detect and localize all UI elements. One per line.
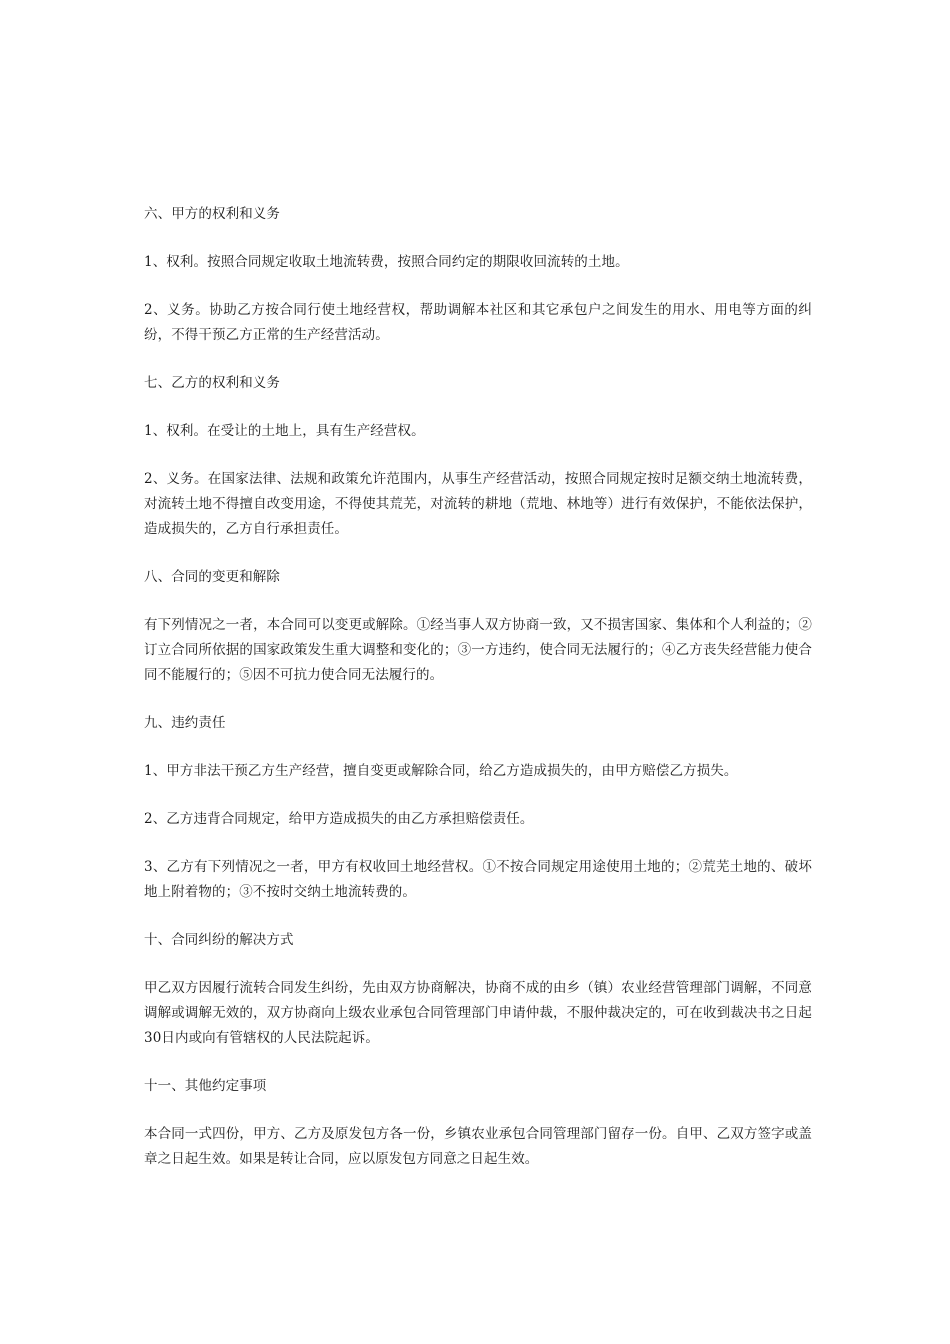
section-heading: 八、合同的变更和解除: [144, 569, 280, 585]
section-heading: 六、甲方的权利和义务: [144, 206, 280, 222]
paragraph: 2、义务。在国家法律、法规和政策允许范围内，从事生产经营活动，按照合同规定按时足额交纳土地流转费，对流转土地不得擅自改变用途，不得使其荒芜，对流转的耕地（荒地、林地等）进行有效保护，不能依法保护，造成损失的，乙方自行承担责任。: [144, 471, 812, 537]
paragraph: 甲乙双方因履行流转合同发生纠纷，先由双方协商解决，协商不成的由乡（镇）农业经营管理部门调解，不同意调解或调解无效的，双方协商向上级农业承包合同管理部门申请仲裁，不服仲裁决定的，可在收到裁决书之日起30日内或向有管辖权的人民法院起诉。: [144, 980, 812, 1046]
paragraph: 3、乙方有下列情况之一者，甲方有权收回土地经营权。①不按合同规定用途使用土地的；②荒芜土地的、破坏地上附着物的；③不按时交纳土地流转费的。: [144, 859, 812, 900]
paragraph: 本合同一式四份，甲方、乙方及原发包方各一份，乡镇农业承包合同管理部门留存一份。自甲、乙双方签字或盖章之日起生效。如果是转让合同，应以原发包方同意之日起生效。: [144, 1126, 812, 1167]
paragraph: 2、乙方违背合同规定，给甲方造成损失的由乙方承担赔偿责任。: [144, 811, 534, 827]
section-heading: 十、合同纠纷的解决方式: [144, 932, 294, 948]
document-body: [144, 202, 812, 1195]
paragraph: 1、甲方非法干预乙方生产经营，擅自变更或解除合同，给乙方造成损失的，由甲方赔偿乙方损失。: [144, 763, 738, 779]
section-heading: 九、违约责任: [144, 715, 226, 731]
paragraph: 2、义务。协助乙方按合同行使土地经营权，帮助调解本社区和其它承包户之间发生的用水、用电等方面的纠纷，不得干预乙方正常的生产经营活动。: [144, 302, 812, 343]
paragraph: 1、权利。在受让的土地上，具有生产经营权。: [144, 423, 425, 439]
paragraph: 1、权利。按照合同规定收取土地流转费，按照合同约定的期限收回流转的土地。: [144, 254, 629, 270]
paragraph: 有下列情况之一者，本合同可以变更或解除。①经当事人双方协商一致，又不损害国家、集体和个人利益的；②订立合同所依据的国家政策发生重大调整和变化的；③一方违约，使合同无法履行的；④乙方丧失经营能力使合同不能履行的；⑤因不可抗力使合同无法履行的。: [144, 617, 812, 683]
section-heading: 七、乙方的权利和义务: [144, 375, 280, 391]
section-heading: 十一、其他约定事项: [144, 1078, 267, 1094]
